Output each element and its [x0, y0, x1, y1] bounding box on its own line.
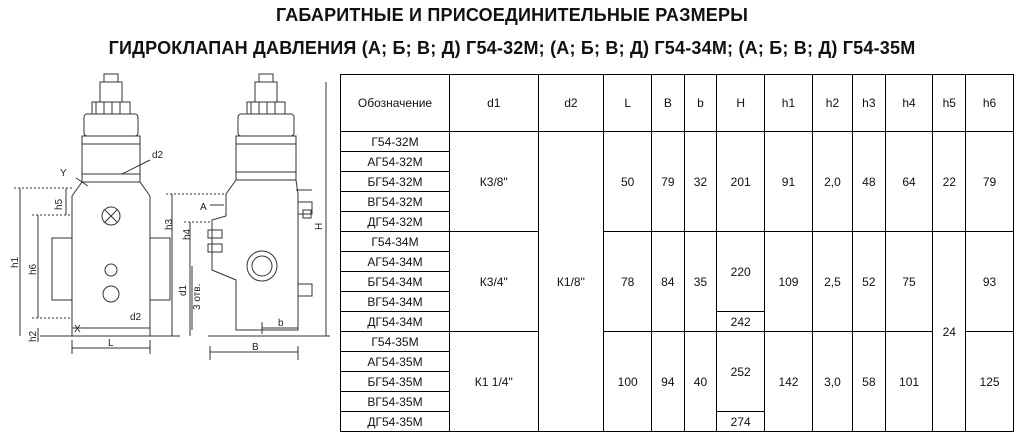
model-cell: ДГ54-32М — [341, 212, 450, 232]
label-h1: h1 — [10, 256, 21, 268]
h3-cell: 52 — [853, 232, 886, 332]
h4-cell: 101 — [885, 332, 933, 432]
h2-cell: 2,5 — [812, 232, 852, 332]
h-cell-d: 242 — [717, 312, 765, 332]
b-upper-cell: 79 — [652, 132, 685, 232]
model-cell: Г54-35М — [341, 332, 450, 352]
h1-cell: 142 — [765, 332, 813, 432]
h3-cell: 58 — [853, 332, 886, 432]
model-cell: Г54-32М — [341, 132, 450, 152]
header-h2: h2 — [812, 75, 852, 132]
header-h6: h6 — [966, 75, 1014, 132]
header-b-upper: B — [652, 75, 685, 132]
side-view — [166, 74, 330, 360]
model-cell: ВГ54-35М — [341, 392, 450, 412]
header-h4: h4 — [885, 75, 933, 132]
label-h2: h2 — [28, 330, 39, 342]
model-cell: АГ54-34М — [341, 252, 450, 272]
header-h1: h1 — [765, 75, 813, 132]
d1-cell: К1 1/4" — [450, 332, 539, 432]
label-b-small: b — [278, 318, 284, 329]
label-x: X — [74, 324, 81, 335]
model-cell: ВГ54-32М — [341, 192, 450, 212]
h6-cell: 125 — [966, 332, 1014, 432]
h6-cell: 93 — [966, 232, 1014, 332]
model-cell: БГ54-34М — [341, 272, 450, 292]
b-lower-cell: 35 — [684, 232, 717, 332]
table-row — [341, 332, 1014, 352]
header-designation: Обозначение — [341, 75, 450, 132]
label-d1: d1 — [178, 284, 189, 296]
label-holes: 3 отв. — [192, 283, 203, 310]
h4-cell: 64 — [885, 132, 933, 232]
model-cell: БГ54-32М — [341, 172, 450, 192]
table-row — [341, 132, 1014, 152]
label-y: Y — [60, 168, 67, 179]
header-b-lower: b — [684, 75, 717, 132]
h2-cell: 3,0 — [812, 332, 852, 432]
label-b-large: B — [252, 342, 259, 353]
h3-cell: 48 — [853, 132, 886, 232]
header-d1: d1 — [450, 75, 539, 132]
header-h: H — [717, 75, 765, 132]
h5-cell: 24 — [933, 232, 966, 432]
valve-drawing — [0, 70, 340, 442]
model-cell: АГ54-35М — [341, 352, 450, 372]
label-h6: h6 — [28, 263, 39, 275]
b-upper-cell: 84 — [652, 232, 685, 332]
label-a: A — [200, 202, 207, 213]
h4-cell: 75 — [885, 232, 933, 332]
label-d2-top: d2 — [152, 150, 164, 161]
b-lower-cell: 40 — [684, 332, 717, 432]
label-h: H — [314, 222, 325, 230]
label-h3: h3 — [164, 218, 175, 230]
b-upper-cell: 94 — [652, 332, 685, 432]
h1-cell: 109 — [765, 232, 813, 332]
page-title: ГАБАРИТНЫЕ И ПРИСОЕДИНИТЕЛЬНЫЕ РАЗМЕРЫ — [275, 5, 749, 25]
d1-cell: К3/8" — [450, 132, 539, 232]
h6-cell: 79 — [966, 132, 1014, 232]
d2-cell: К1/8" — [538, 132, 604, 432]
label-h4: h4 — [182, 228, 193, 240]
d1-cell: К3/4" — [450, 232, 539, 332]
header-d2: d2 — [538, 75, 604, 132]
header-h3: h3 — [853, 75, 886, 132]
h5-cell: 22 — [933, 132, 966, 232]
model-cell: ДГ54-35М — [341, 412, 450, 432]
label-d2-bottom: d2 — [130, 312, 142, 323]
b-lower-cell: 32 — [684, 132, 717, 232]
page-subtitle: ГИДРОКЛАПАН ДАВЛЕНИЯ (А; Б; В; Д) Г54-32М; (А; Б; В; Д) Г54-34М; (А; Б; В; Д) Г54-35М — [108, 38, 916, 58]
h-cell-d: 274 — [717, 412, 765, 432]
dimensions-table — [340, 74, 1014, 432]
model-cell: Г54-34М — [341, 232, 450, 252]
h1-cell: 91 — [765, 132, 813, 232]
l-cell: 78 — [604, 232, 652, 332]
table-row — [341, 232, 1014, 252]
label-h5: h5 — [54, 198, 65, 210]
l-cell: 100 — [604, 332, 652, 432]
model-cell: ДГ54-34М — [341, 312, 450, 332]
header-l: L — [604, 75, 652, 132]
model-cell: ВГ54-34М — [341, 292, 450, 312]
model-cell: БГ54-35М — [341, 372, 450, 392]
table-header-row — [341, 75, 1014, 132]
header-h5: h5 — [933, 75, 966, 132]
model-cell: АГ54-32М — [341, 152, 450, 172]
label-l: L — [108, 338, 114, 349]
l-cell: 50 — [604, 132, 652, 232]
h2-cell: 2,0 — [812, 132, 852, 232]
h-cell: 201 — [717, 132, 765, 232]
h-cell: 220 — [717, 232, 765, 312]
front-view — [14, 74, 180, 354]
h-cell: 252 — [717, 332, 765, 412]
